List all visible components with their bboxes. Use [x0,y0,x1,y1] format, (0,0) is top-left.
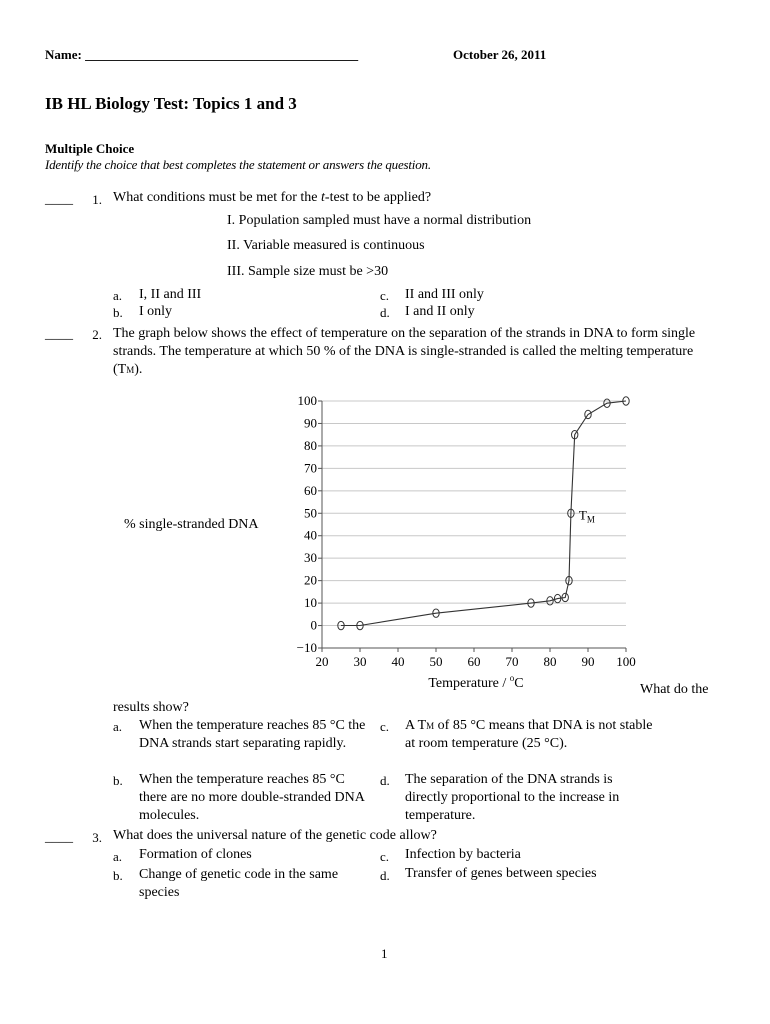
y-tick-label: 40 [304,527,317,543]
y-tick-label: 10 [304,595,317,611]
option-b[interactable]: When the temperature reaches 85 °C there are no more double-stranded DNA molecules. [139,772,365,823]
question-stem: The graph below shows the effect of temperature on the separation of the strands in DNA to form single strands. The temperature at which 50 % of the DNA is single-stranded is called the melting temperature (TM). [113,326,696,377]
option-a[interactable]: I, II and III [139,287,202,302]
option-letter: d. [380,305,390,320]
test-date: October 26, 2011 [453,47,547,62]
question-number: 1. [92,192,102,207]
option-letter: d. [380,773,390,788]
option-letter: a. [113,719,123,734]
option-c[interactable]: II and III only [405,287,484,302]
option-d[interactable]: Transfer of genes between species [405,866,597,881]
y-tick-label: 50 [304,505,317,521]
y-tick-label: 60 [304,482,317,498]
option-letter: a. [113,288,123,303]
question-stem-continued: results show? [113,700,189,715]
statement-2: II. Variable measured is continuous [227,238,425,253]
section-heading: Multiple Choice [45,141,135,156]
option-letter: d. [380,868,390,883]
question-stem: What does the universal nature of the genetic code allow? [113,828,437,843]
option-letter: a. [113,849,123,864]
x-axis-label: Temperature / $^o$C [428,673,524,691]
option-letter: c. [380,288,390,303]
y-tick-label: 100 [297,393,317,408]
x-tick-label: 90 [581,654,595,669]
page-number: 1 [381,946,388,961]
option-letter: b. [113,773,123,788]
x-tick-label: 70 [505,654,519,669]
option-a[interactable]: Formation of clones [139,847,252,862]
y-axis-label: % single-stranded DNA [124,517,259,532]
option-letter: b. [113,868,123,883]
question-stem: What conditions must be met for the t-test to be applied? [113,190,432,205]
y-tick-label: 80 [304,437,317,453]
y-tick-label: 90 [304,415,317,431]
page-title: IB HL Biology Test: Topics 1 and 3 [45,94,297,113]
tm-annotation: $T_M$ [578,507,595,525]
option-letter: c. [380,849,390,864]
x-tick-label: 20 [315,654,329,669]
melting-curve-chart [280,390,650,695]
answer-blank-q1[interactable]: ____ [45,192,73,207]
x-tick-label: 30 [353,654,367,669]
name-blank[interactable]: __________________________________________ [85,47,359,62]
option-c[interactable]: Infection by bacteria [405,847,521,862]
option-c[interactable]: A TM of 85 °C means that DNA is not stable at room temperature (25 °C). [405,718,653,751]
statement-1: I. Population sampled must have a normal distribution [227,213,532,228]
statement-3: III. Sample size must be >30 [227,264,389,279]
y-tick-label: 70 [304,460,317,476]
x-tick-label: 80 [543,654,557,669]
answer-blank-q2[interactable]: ____ [45,327,73,342]
question-stem-continued: What do the [640,682,709,697]
y-tick-label: 20 [304,572,317,588]
x-tick-label: 50 [429,654,443,669]
option-d[interactable]: I and II only [405,304,475,319]
option-a[interactable]: When the temperature reaches 85 °C the DNA strands start separating rapidly. [139,718,366,751]
x-tick-label: 100 [616,654,636,669]
option-b[interactable]: I only [139,304,173,319]
option-letter: c. [380,719,390,734]
question-number: 2. [92,327,102,342]
option-letter: b. [113,305,123,320]
option-b[interactable]: Change of genetic code in the same species [139,867,339,900]
answer-blank-q3[interactable]: ____ [45,830,73,845]
y-tick-label: −10 [296,640,317,655]
question-number: 3. [92,830,102,845]
x-tick-label: 60 [467,654,481,669]
section-instructions: Identify the choice that best completes the statement or answers the question. [45,157,431,172]
option-d[interactable]: The separation of the DNA strands is directly proportional to the increase in temperature. [405,772,620,823]
y-tick-label: 30 [304,550,317,566]
y-tick-label: 0 [310,617,317,633]
x-tick-label: 40 [391,654,405,669]
name-label: Name: __________________________________________ [45,47,359,62]
